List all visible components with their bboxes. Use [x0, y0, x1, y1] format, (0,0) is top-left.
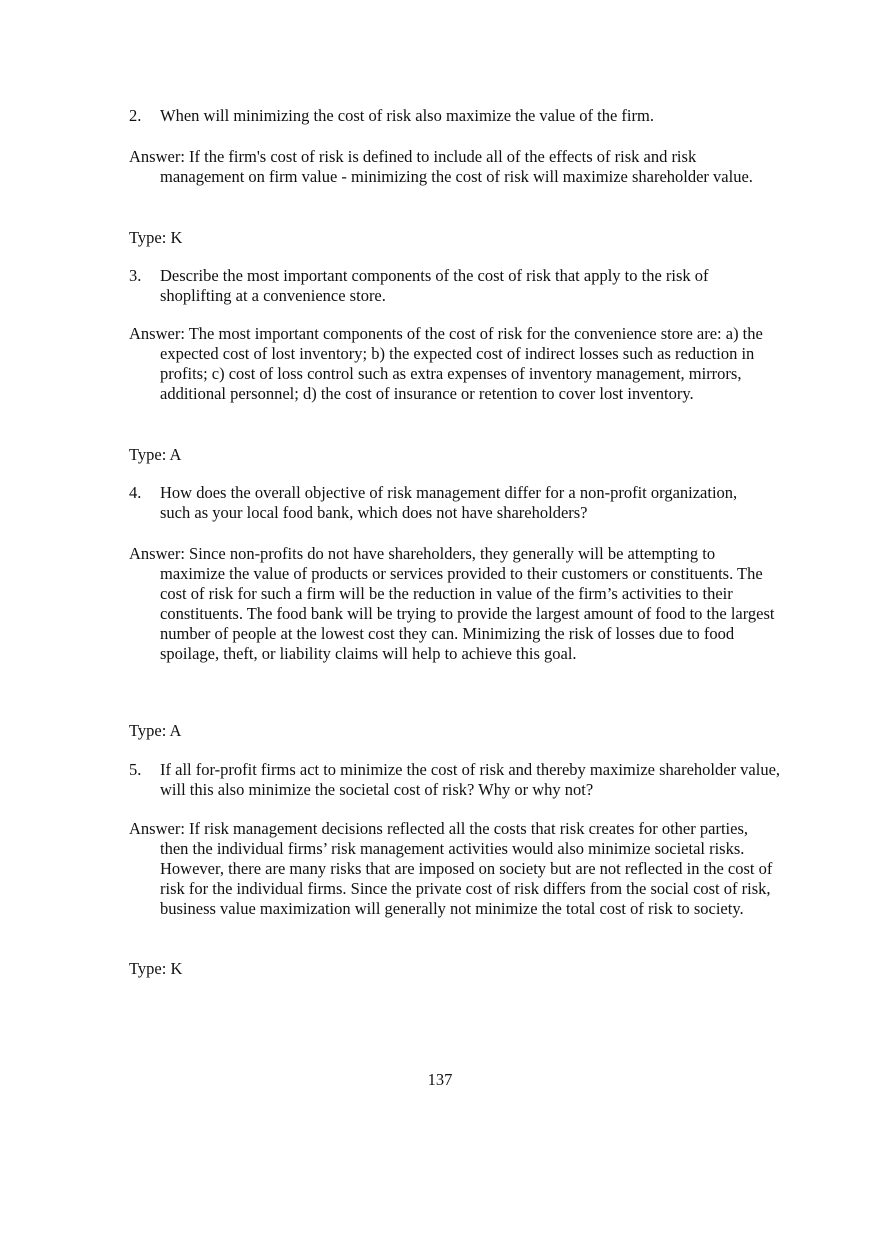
question-4	[129, 483, 750, 523]
page-number: 137	[427, 1070, 453, 1089]
question-3	[129, 266, 772, 306]
answer-2: Answer: If the firm's cost of risk is defined to include all of the effects of risk and risk management on firm value - minimizing the cost of risk will maximize shareholder value.	[129, 147, 753, 186]
question-number: 3.	[129, 266, 142, 285]
question-2	[129, 106, 800, 126]
question-number: 2.	[129, 106, 142, 125]
question-text: If all for-profit firms act to minimize the cost of risk and thereby maximize shareholder value, will this also minimize the societal cost of risk? Why or why not?	[160, 760, 781, 799]
answer-4: Answer: Since non-profits do not have shareholders, they generally will be attempting to maximize the value of products or services provided to their customers or constituents. The cost of risk for such a firm will be the reduction in value of the firm’s activities to their constituents. The food bank will be trying to provide the largest amount of food to the largest number of people at the lowest cost they can. Minimizing the risk of losses due to food spoilage, theft, or liability claims will help to achieve this goal.	[129, 544, 775, 663]
question-5	[129, 760, 785, 800]
question-number: 5.	[129, 760, 142, 779]
answer-3: Answer: The most important components of the cost of risk for the convenience store are: a) the expected cost of lost inventory; b) the expected cost of indirect losses such as reduction in profits; c) cost of loss control such as extra expenses of inventory management, mirrors, additional personnel; d) the cost of insurance or retention to cover lost inventory.	[129, 324, 763, 403]
question-text: Describe the most important components of the cost of risk that apply to the risk of shoplifting at a convenience store.	[160, 266, 709, 305]
type-4: Type: A	[129, 721, 182, 740]
type-2: Type: K	[129, 228, 183, 247]
type-3: Type: A	[129, 445, 182, 464]
question-text: When will minimizing the cost of risk also maximize the value of the firm.	[160, 106, 654, 125]
question-number: 4.	[129, 483, 142, 502]
question-text: How does the overall objective of risk management differ for a non-profit organization, such as your local food bank, which does not have shareholders?	[160, 483, 738, 522]
type-5: Type: K	[129, 959, 183, 978]
answer-5: Answer: If risk management decisions reflected all the costs that risk creates for other parties, then the individual firms’ risk management activities would also minimize societal risks. However, there are many risks that are imposed on society but are not reflected in the cost of risk for the individual firms. Since the private cost of risk differs from the social cost of risk, business value maximization will generally not minimize the total cost of risk to society.	[129, 819, 773, 918]
